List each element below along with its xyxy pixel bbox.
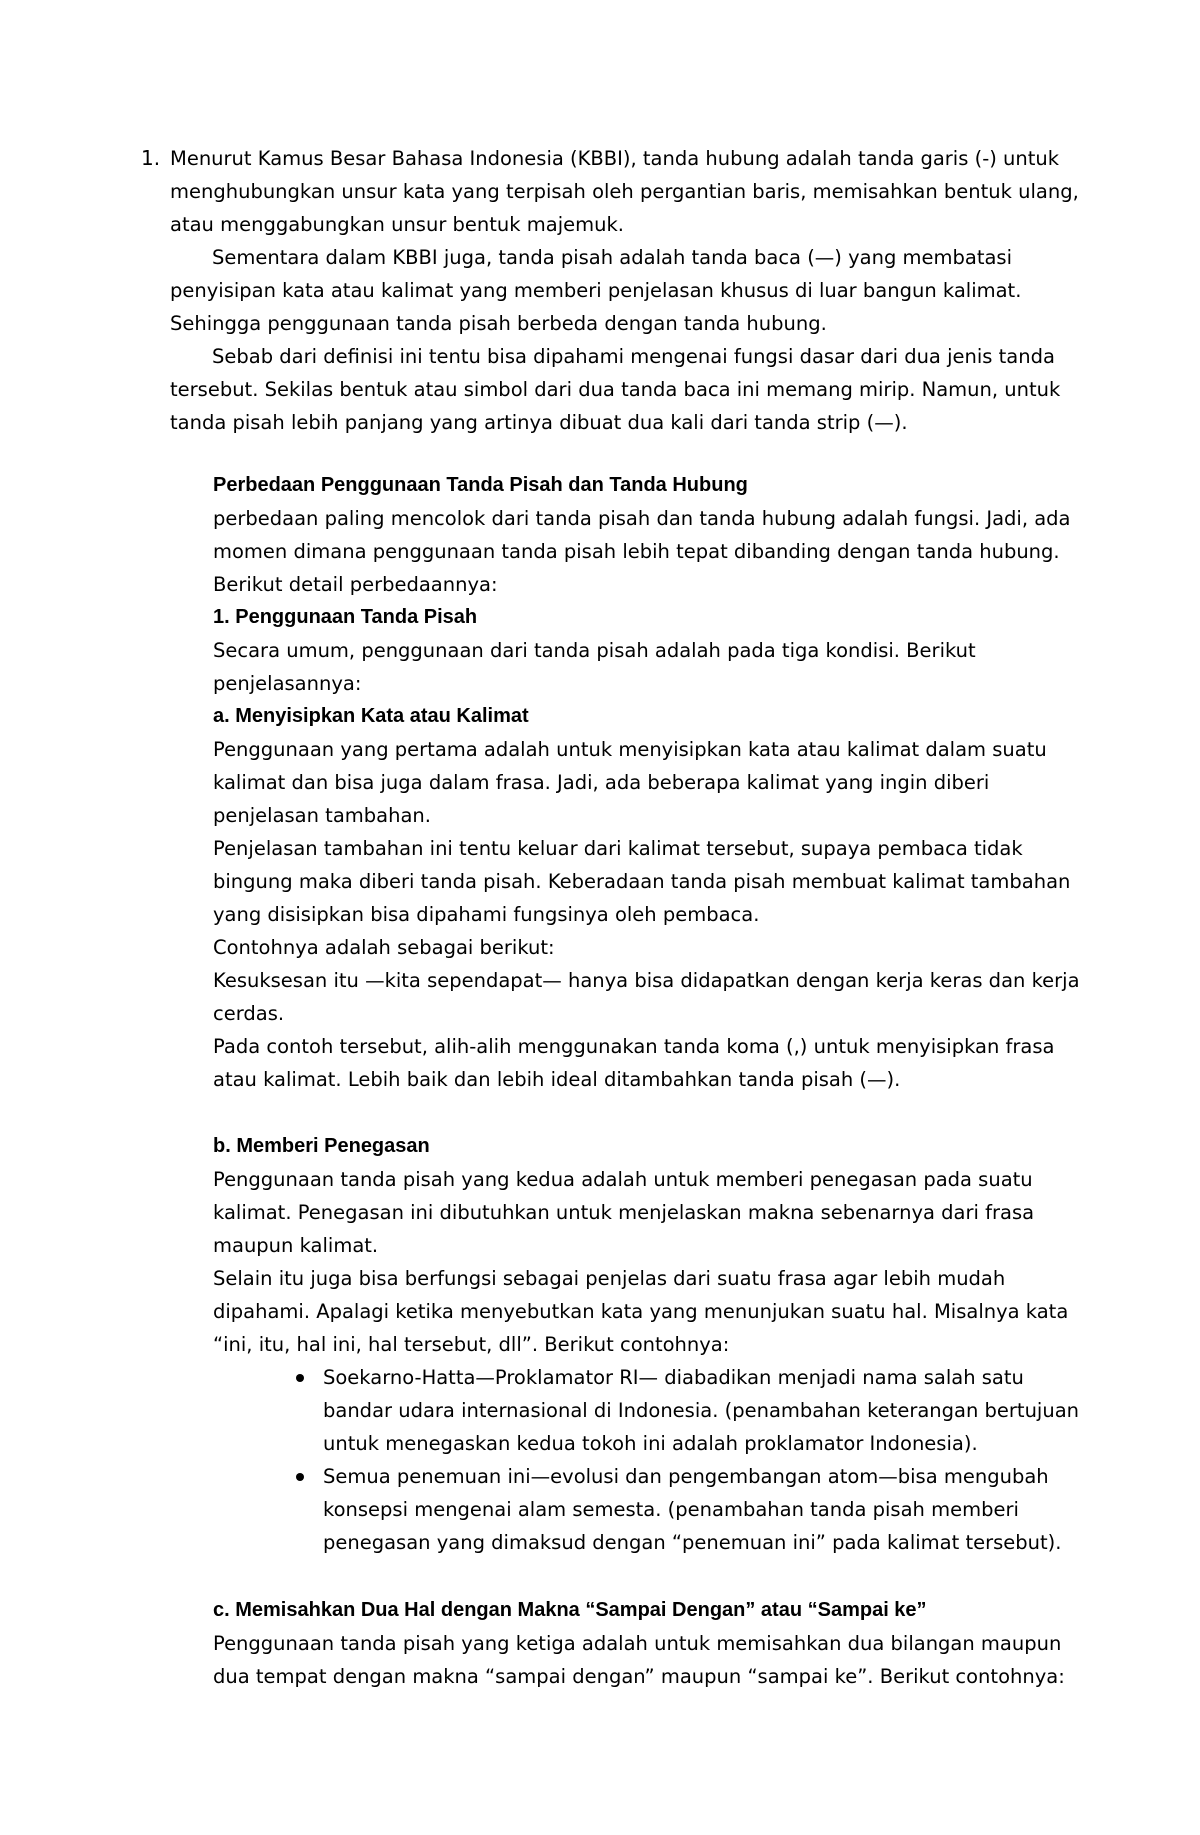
- numbered-item-1: [141, 142, 1081, 439]
- paragraph: Pada contoh tersebut, alih-alih menggunakan tanda koma (,) untuk menyisipkan frasa atau kalimat. Lebih baik dan lebih ideal ditambahkan tanda pisah (—).: [213, 1035, 1055, 1091]
- sub-heading: b. Memberi Penegasan: [213, 1135, 430, 1157]
- paragraph: Selain itu juga bisa berfungsi sebagai penjelas dari suatu frasa agar lebih mudah dipahami. Apalagi ketika menyebutkan kata yang menunjukan suatu hal. Misalnya kata “ini, itu, hal ini, hal tersebut, dll”. Berikut contohnya:: [213, 1267, 1069, 1356]
- list-item: [213, 1361, 1093, 1460]
- sub-heading: 1. Penggunaan Tanda Pisah: [213, 606, 478, 628]
- sub-heading: a. Menyisipkan Kata atau Kalimat: [213, 705, 529, 727]
- section-c: [213, 1594, 1093, 1693]
- list-item-text: Soekarno-Hatta—Proklamator RI— diabadikan menjadi nama salah satu bandar udara internasional di Indonesia. (penambahan keterangan bertujuan untuk menegaskan kedua tokoh ini adalah proklamator Indonesia).: [323, 1366, 1080, 1455]
- section-b: [213, 1130, 1093, 1559]
- paragraph: Sebab dari definisi ini tentu bisa dipahami mengenai fungsi dasar dari dua jenis tanda tersebut. Sekilas bentuk atau simbol dari dua tanda baca ini memang mirip. Namun, untuk tanda pisah lebih panjang yang artinya dibuat dua kali dari tanda strip (—).: [170, 345, 1061, 434]
- example-sentence: Kesuksesan itu —kita sependapat— hanya bisa didapatkan dengan kerja keras dan kerja cerdas.: [213, 969, 1080, 1025]
- bullet-icon: [296, 1374, 304, 1382]
- bullet-list: [213, 1361, 1093, 1559]
- section-perbedaan: [213, 469, 1093, 1096]
- paragraph: Contohnya adalah sebagai berikut:: [213, 936, 555, 959]
- paragraph: Secara umum, penggunaan dari tanda pisah adalah pada tiga kondisi. Berikut penjelasannya:: [213, 639, 976, 695]
- paragraph: Penjelasan tambahan ini tentu keluar dari kalimat tersebut, supaya pembaca tidak bingung maka diberi tanda pisah. Keberadaan tanda pisah membuat kalimat tambahan yang disisipkan bisa dipahami fungsinya oleh pembaca.: [213, 837, 1071, 926]
- bullet-icon: [296, 1473, 304, 1481]
- paragraph: Penggunaan tanda pisah yang ketiga adalah untuk memisahkan dua bilangan maupun dua tempat dengan makna “sampai dengan” maupun “sampai ke”. Berikut contohnya:: [213, 1632, 1065, 1688]
- paragraph: Menurut Kamus Besar Bahasa Indonesia (KBBI), tanda hubung adalah tanda garis (-) untuk menghubungkan unsur kata yang terpisah oleh pergantian baris, memisahkan bentuk ulang, atau menggabungkan unsur bentuk majemuk.: [170, 147, 1079, 236]
- section-heading: Perbedaan Penggunaan Tanda Pisah dan Tanda Hubung: [213, 474, 748, 496]
- paragraph: Penggunaan yang pertama adalah untuk menyisipkan kata atau kalimat dalam suatu kalimat dan bisa juga dalam frasa. Jadi, ada beberapa kalimat yang ingin diberi penjelasan tambahan.: [213, 738, 1047, 827]
- sub-heading: c. Memisahkan Dua Hal dengan Makna “Sampai Dengan” atau “Sampai ke”: [213, 1599, 927, 1621]
- list-item-text: Semua penemuan ini—evolusi dan pengembangan atom—bisa mengubah konsepsi mengenai alam semesta. (penambahan tanda pisah memberi penegasan yang dimaksud dengan “penemuan ini” pada kalimat tersebut).: [323, 1465, 1062, 1554]
- list-number: 1.: [141, 146, 161, 170]
- list-item: [213, 1460, 1093, 1559]
- paragraph: Sementara dalam KBBI juga, tanda pisah adalah tanda baca (—) yang membatasi penyisipan kata atau kalimat yang memberi penjelasan khusus di luar bangun kalimat. Sehingga penggunaan tanda pisah berbeda dengan tanda hubung.: [170, 246, 1022, 335]
- paragraph: perbedaan paling mencolok dari tanda pisah dan tanda hubung adalah fungsi. Jadi, ada momen dimana penggunaan tanda pisah lebih tepat dibanding dengan tanda hubung. Berikut detail perbedaannya:: [213, 507, 1071, 596]
- paragraph: Penggunaan tanda pisah yang kedua adalah untuk memberi penegasan pada suatu kalimat. Penegasan ini dibutuhkan untuk menjelaskan makna sebenarnya dari frasa maupun kalimat.: [213, 1168, 1035, 1257]
